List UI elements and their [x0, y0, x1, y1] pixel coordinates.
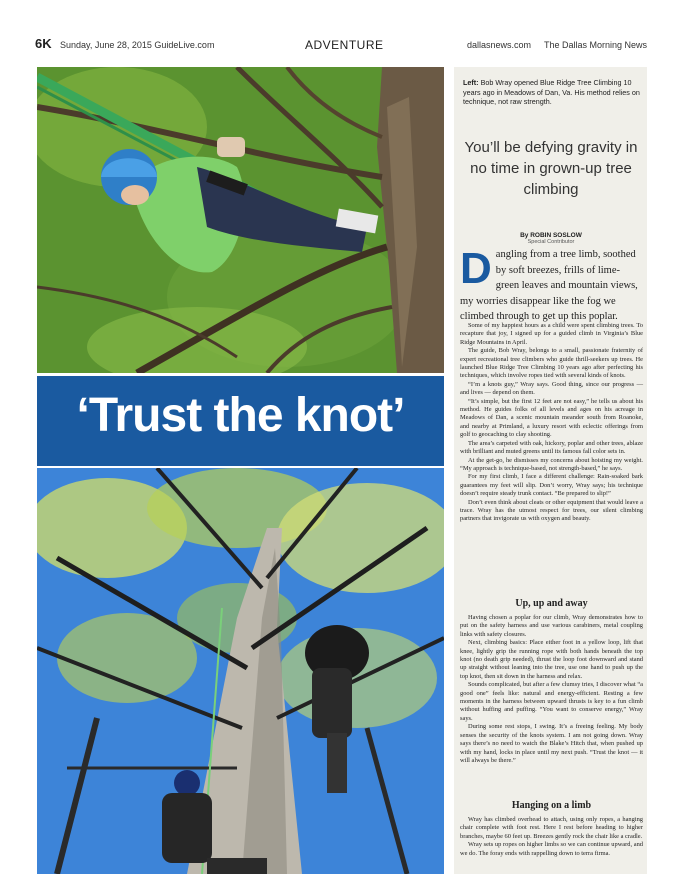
- headline-banner: [37, 376, 444, 466]
- body-paragraph: Wray has climbed overhead to attach, using only ropes, a hanging chair complete with foot rest. Here I rest before heading to higher branches, maybe 60 feet up. Breezes gently rock the chair like a cradle.: [460, 816, 643, 840]
- body-paragraph: The area’s carpeted with oak, hickory, poplar and other trees, ablaze with brilliant and muted greens until its famous fall color sets in.: [460, 439, 643, 456]
- body-paragraph: Don’t even think about cleats or other equipment that would leave a trace. Wray has the utmost respect for trees, our silent climbing partners that invigorate us with oxygen and beauty.: [460, 498, 643, 523]
- subhead-hanging-on-a-limb: Hanging on a limb: [511, 800, 592, 811]
- body-section-2: [460, 614, 643, 765]
- photo-caption: [463, 78, 641, 107]
- caption-lead: Left:: [463, 78, 479, 87]
- main-headline: ‘Trust the knot’: [76, 389, 405, 442]
- bottom-photo-climbers: [37, 468, 444, 874]
- body-section-1: [460, 322, 643, 524]
- body-paragraph: Sounds complicated, but after a few clumsy tries, I discover what “a good one” feels like: natural and energy-efficient. Resting a few moments in the harness between upward thrusts is key to a fun climb without huffing and puffing. “You want to conserve energy,” Wray says.: [460, 681, 643, 722]
- body-paragraph: “I’m a knots guy,” Wray says. Good thing, since our progress — and lives — depend on them.: [460, 380, 643, 397]
- body-paragraph: The guide, Bob Wray, belongs to a small, passionate fraternity of expert recreational tree climbers who guide thrill-seekers up trees. He launched Blue Ridge Tree Climbing 10 years ago after perfecting his techniques, which involve ropes tied with several kinds of knots.: [460, 347, 643, 380]
- date-and-site: Sunday, June 28, 2015 GuideLive.com: [60, 40, 215, 50]
- body-paragraph: Having chosen a poplar for our climb, Wray demonstrates how to put on the safety harness and use various carabiners, metal coupling links with safety closures.: [460, 614, 643, 638]
- body-paragraph: Wray sets up ropes on higher limbs so we can continue upward, and we do. The foray ends with rappelling down to terra firma.: [460, 841, 643, 857]
- article-deck: You’ll be defying gravity in no time in grown-up tree climbing: [464, 139, 638, 198]
- newspaper-name: The Dallas Morning News: [543, 40, 647, 50]
- body-section-3: [460, 816, 643, 874]
- body-paragraph: “It’s simple, but the first 12 feet are not easy,” he tells us about his method. He guides folks of all levels and ages on his acreage in Meadows of Dan, a scenic mountain meander south from Roanoke, and nearby at Primland, a luxury resort with eclectic offerings from golf to geocaching to clay shooting.: [460, 397, 643, 439]
- top-photo-climber: [37, 67, 444, 373]
- page-header: [35, 36, 647, 54]
- body-paragraph: At the get-go, he dismisses my concerns about hoisting my weight. “My approach is technique-based, not strength-based,” he says.: [460, 456, 643, 472]
- lede-paragraph: [460, 244, 643, 325]
- climbers-from-below-illustration: [37, 468, 444, 874]
- body-paragraph: During some rest stops, I swing. It’s a freeing feeling. My body senses the security of the knots system. I am not going down. Wray says there’s no need to watch the Blake’s Hitch that, when pushed up with my hand, locks in place until my next push. “Trust the knot — it will always be there.”: [460, 723, 643, 764]
- section-name: ADVENTURE: [305, 38, 384, 52]
- page-number: 6K: [35, 36, 52, 51]
- body-paragraph: Next, climbing basics: Place either foot in a yellow loop, lift that knee, lightly grip the running rope with both hands beneath the top knot (no death grip needed), thrust the loop foot downward and stand up straight without leaning into the tree, use one hand to push up the top knot, then sit down in the harness and relax.: [460, 639, 643, 680]
- body-paragraph: For my first climb, I face a different challenge: Rain-soaked bark guarantees my feet will slip. Don’t worry, Wray says; his technique doesn’t require steady trunk contact. “Be prepared to slip!”: [460, 473, 643, 498]
- body-paragraph: Some of my happiest hours as a child were spent climbing trees. To recapture that joy, I signed up for a guided climb in Virginia’s Blue Ridge Mountains in April.: [460, 322, 643, 346]
- lede-text: angling from a tree limb, soothed by soft breezes, frills of lime-green leaves and mountain views, my worries disappear like the fog we climbed through to get up this poplar.: [460, 249, 638, 322]
- website-link[interactable]: dallasnews.com: [467, 40, 532, 50]
- caption-text: Bob Wray opened Blue Ridge Tree Climbing 10 years ago in Meadows of Dan, Va. His method relies on technique, not raw strength.: [463, 78, 640, 106]
- drop-cap: D: [460, 244, 492, 293]
- climber-photo-illustration: [37, 67, 444, 373]
- byline-role: Special Contributor: [527, 239, 575, 245]
- subhead-up-up-and-away: Up, up and away: [515, 598, 588, 609]
- byline-name: By ROBIN SOSLOW: [520, 232, 582, 239]
